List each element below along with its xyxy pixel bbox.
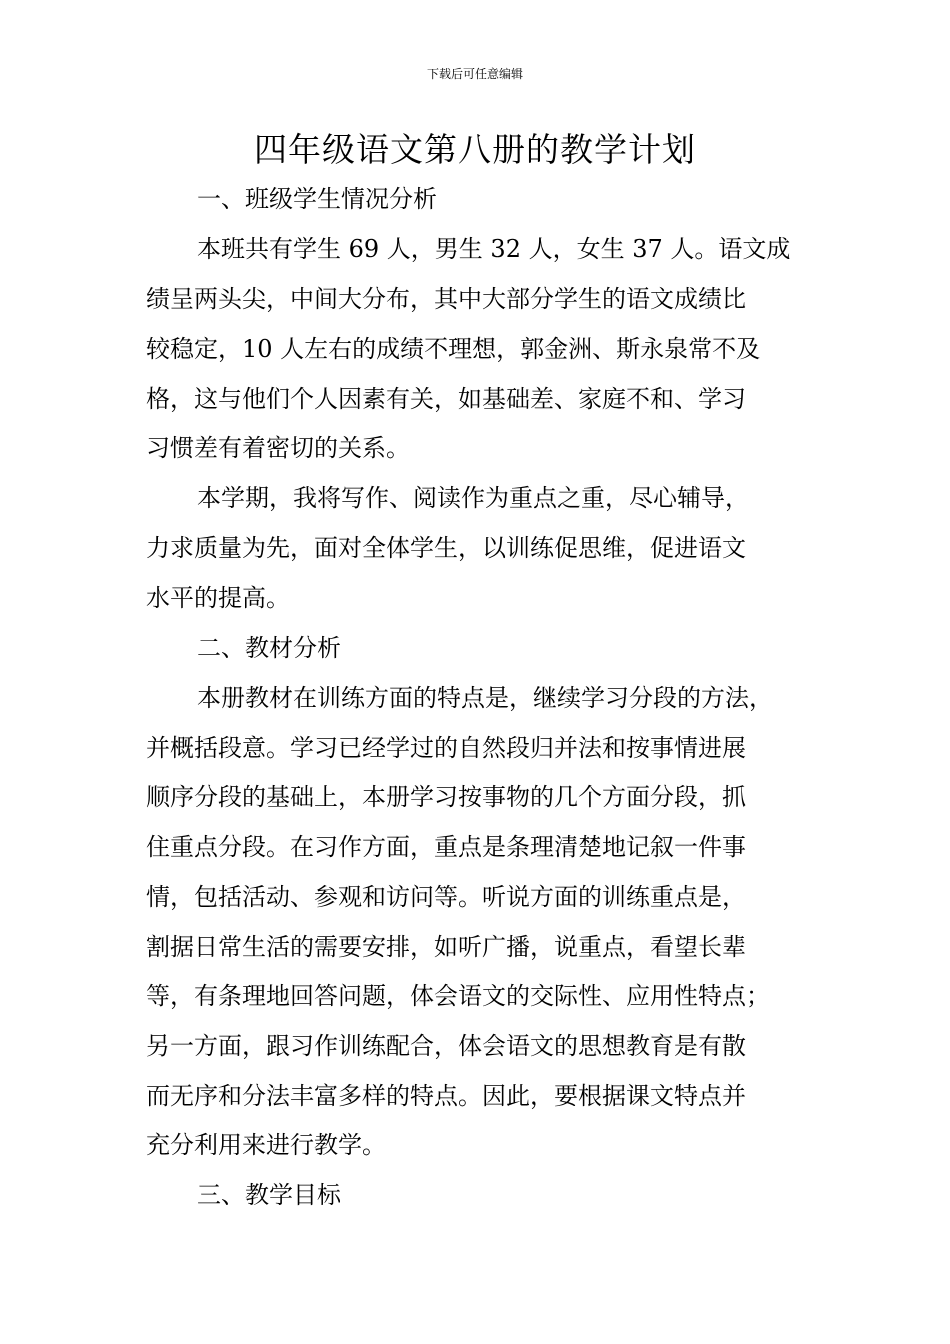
paragraph-line: 顺序分段的基础上，本册学习按事物的几个方面分段，抓 [146, 783, 746, 811]
paragraph-line: 情，包括活动、参观和访问等。听说方面的训练重点是， [146, 883, 746, 911]
paragraph-line: 习惯差有着密切的关系。 [146, 434, 410, 462]
paragraph-line: 本班共有学生 69 人，男生 32 人，女生 37 人。语文成 [197, 235, 791, 263]
paragraph-line: 较稳定，10 人左右的成绩不理想，郭金洲、斯永泉常不及 [146, 335, 761, 363]
section-heading-teaching-goals: 三、教学目标 [197, 1181, 341, 1209]
document-title: 四年级语文第八册的教学计划 [254, 130, 696, 169]
paragraph-line: 格，这与他们个人因素有关，如基础差、家庭不和、学习 [146, 385, 746, 413]
paragraph-line: 另一方面，跟习作训练配合，体会语文的思想教育是有散 [146, 1032, 746, 1060]
paragraph-line: 充分利用来进行教学。 [146, 1131, 386, 1159]
paragraph-line: 本册教材在训练方面的特点是，继续学习分段的方法， [197, 684, 773, 712]
paragraph-line: 等，有条理地回答问题，体会语文的交际性、应用性特点； [146, 982, 770, 1010]
paragraph-line: 割据日常生活的需要安排，如听广播，说重点，看望长辈 [146, 933, 746, 961]
paragraph-line: 并概括段意。学习已经学过的自然段归并法和按事情进展 [146, 734, 746, 762]
section-heading-textbook-analysis: 二、教材分析 [197, 634, 341, 662]
paragraph-line: 水平的提高。 [146, 584, 290, 612]
paragraph-line: 本学期，我将写作、阅读作为重点之重，尽心辅导， [197, 484, 749, 512]
header-note: 下载后可任意编辑 [426, 67, 523, 81]
paragraph-line: 力求质量为先，面对全体学生，以训练促思维，促进语文 [146, 534, 746, 562]
paragraph-line: 而无序和分法丰富多样的特点。因此，要根据课文特点并 [146, 1082, 746, 1110]
paragraph-line: 绩呈两头尖，中间大分布，其中大部分学生的语文成绩比 [146, 285, 746, 313]
section-heading-class-analysis: 一、班级学生情况分析 [197, 185, 437, 213]
paragraph-line: 住重点分段。在习作方面，重点是条理清楚地记叙一件事 [146, 833, 746, 861]
